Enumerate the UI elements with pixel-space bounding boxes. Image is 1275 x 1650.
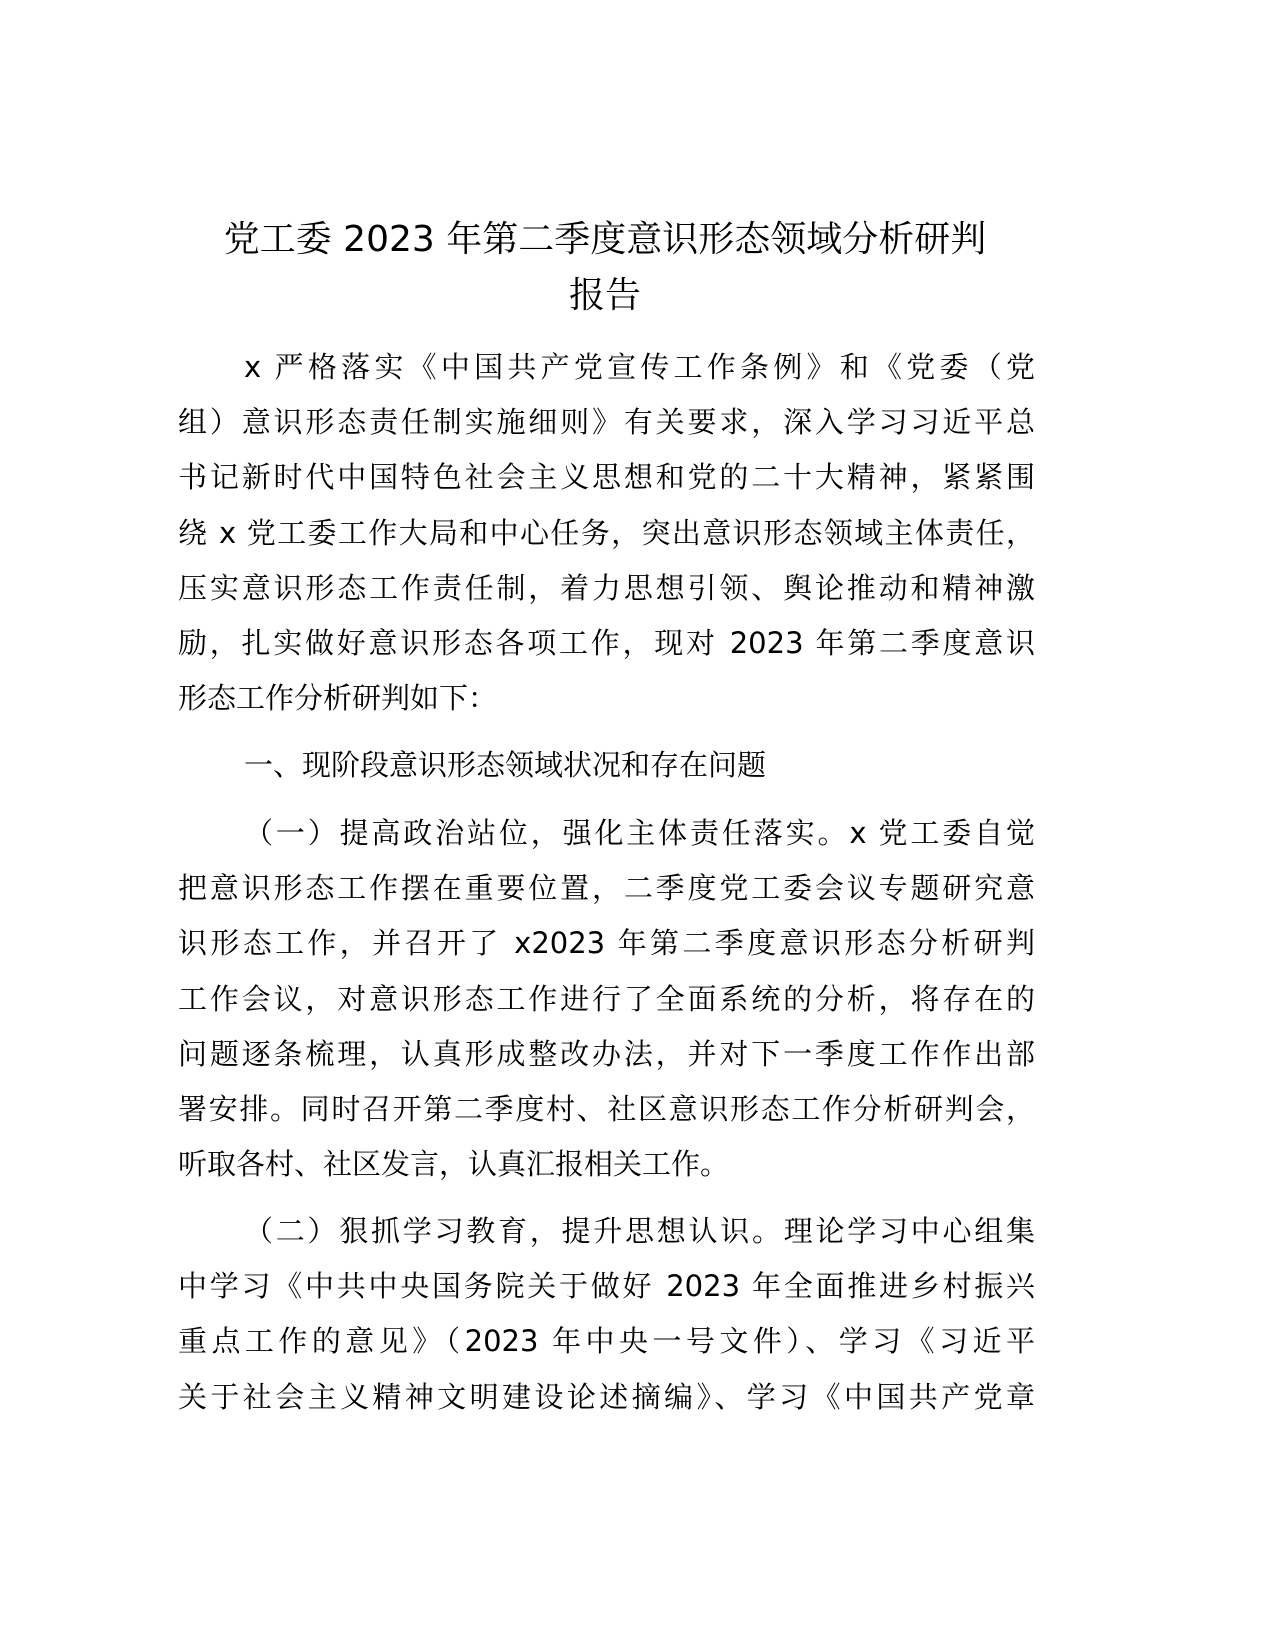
text-line: 绕 x 党工委工作大局和中心任务，突出意识形态领域主体责任， [178, 515, 1035, 550]
text-line: 把意识形态工作摆在重要位置，二季度党工委会议专题研究意 [178, 871, 1035, 906]
text-line: 重点工作的意见》（2023 年中央一号文件）、学习《习近平 [178, 1324, 1035, 1359]
text-line: 工作会议，对意识形态工作进行了全面系统的分析，将存在的 [178, 981, 1035, 1016]
text-line: 压实意识形态工作责任制，着力思想引领、舆论推动和精神激 [178, 570, 1035, 605]
text-line: 组）意识形态责任制实施细则》有关要求，深入学习习近平总 [178, 405, 1035, 440]
text-line: 署安排。同时召开第二季度村、社区意识形态工作分析研判会， [178, 1091, 1035, 1126]
text-line: 识形态工作，并召开了 x2023 年第二季度意识形态分析研判 [178, 926, 1035, 961]
text-line: 形态工作分析研判如下： [178, 681, 498, 716]
text-line: 中学习《中共中央国务院关于做好 2023 年全面推进乡村振兴 [178, 1269, 1035, 1304]
section-heading: 一、现阶段意识形态领域状况和存在问题 [244, 748, 767, 782]
paragraph-section-1 [178, 806, 1035, 1192]
text-line: （二）狠抓学习教育，提升思想认识。理论学习中心组集 [244, 1214, 1035, 1248]
paragraph-intro [178, 340, 1035, 726]
document-title-line-2: 报告 [568, 275, 641, 316]
text-line: 问题逐条梳理，认真形成整改办法，并对下一季度工作作出部 [178, 1036, 1035, 1071]
paragraph-section-2 [178, 1204, 1035, 1425]
text-line: 听取各村、社区发言，认真汇报相关工作。 [178, 1147, 730, 1182]
text-line: （一）提高政治站位，强化主体责任落实。x 党工委自觉 [244, 816, 1035, 850]
document-title-line-1: 党工委 2023 年第二季度意识形态领域分析研判 [223, 219, 987, 260]
text-line: 关于社会主义精神文明建设论述摘编》、学习《中国共产党章 [178, 1379, 1035, 1414]
text-line: x 严格落实《中国共产党宣传工作条例》和《党委（党 [244, 350, 1035, 384]
text-line: 书记新时代中国特色社会主义思想和党的二十大精神，紧紧围 [178, 460, 1035, 495]
text-line: 励，扎实做好意识形态各项工作，现对 2023 年第二季度意识 [178, 625, 1035, 660]
